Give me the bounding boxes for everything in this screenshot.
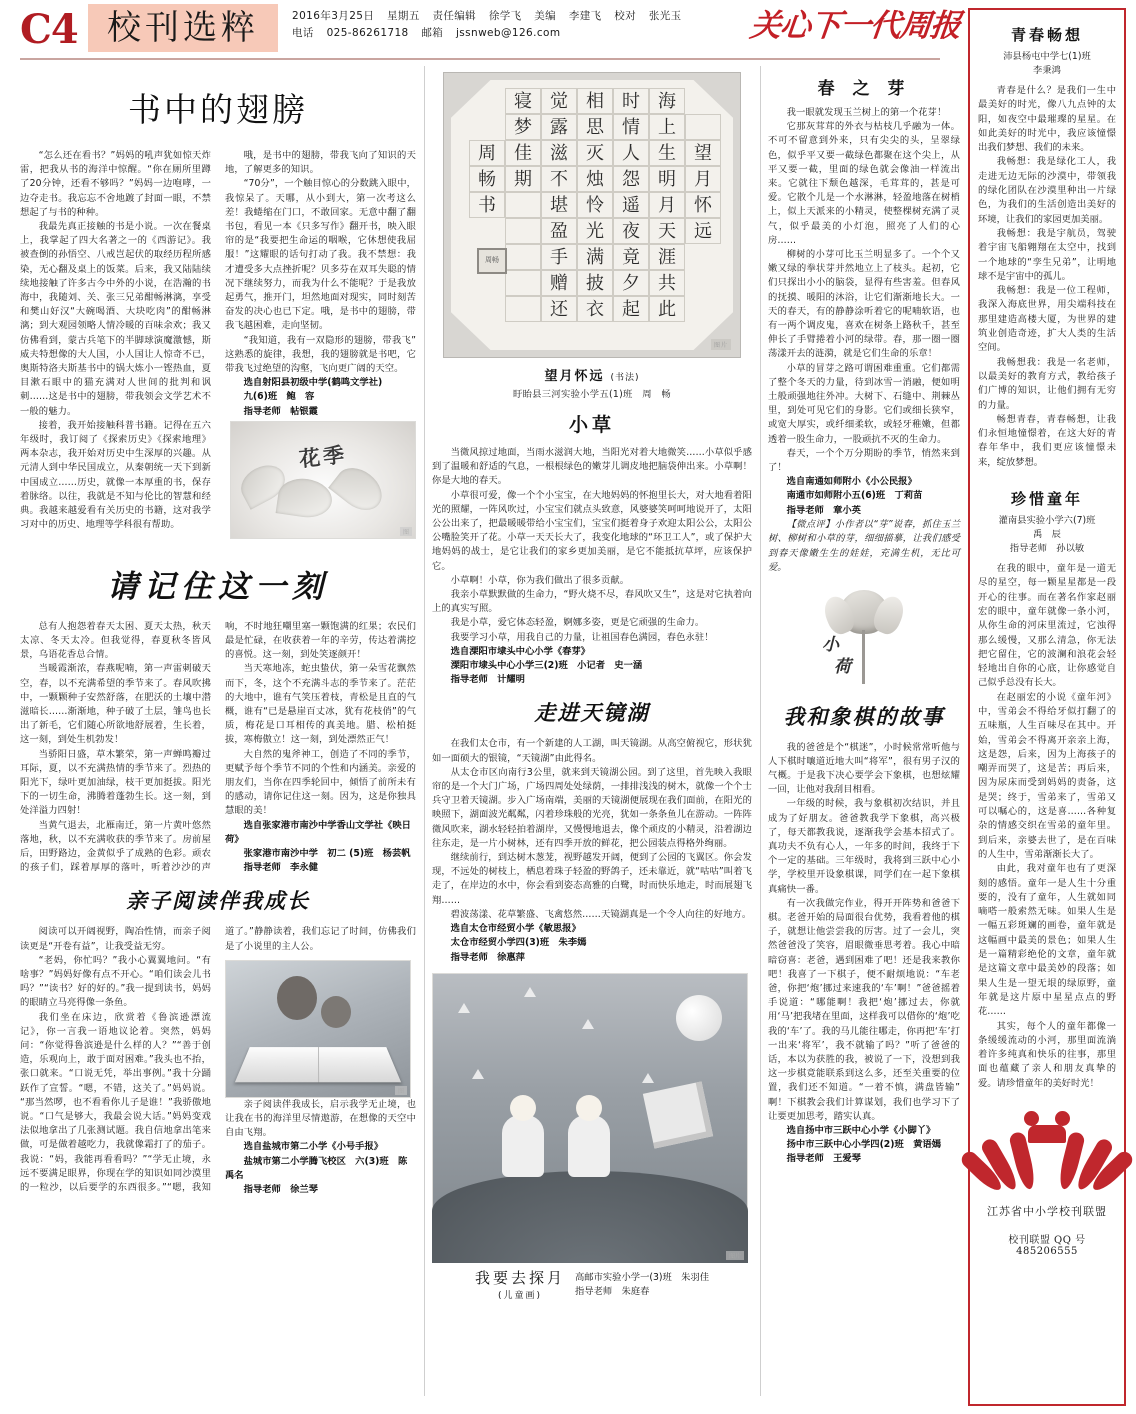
- calligraphy-cell: 怀: [685, 192, 721, 218]
- calligraphy-figure: [432, 72, 752, 400]
- paragraph: 碧波荡漾、花草繁盛、飞禽悠然……天镜湖真是一个令人向往的好地方。: [450, 908, 752, 920]
- publish-weekday: 星期五: [387, 10, 420, 22]
- calligraphy-cell: 望: [685, 140, 721, 166]
- sidebar-section2-teacher: 指导老师 孙以敏: [1009, 543, 1085, 555]
- calligraphy-cell: 月: [649, 192, 685, 218]
- paragraph: 小草很可爱，像一个个小宝宝，在大地妈妈的怀抱里长大，对大地看着阳光的照耀，一阵风吹过，小宝宝们就点头致意，风婆婆笑呵呵地说开了，太阳公公出来了，把最暖暖带给小宝宝们，宝宝们挺着身子欢迎太阳公公，太阳公公嘴脸笑开了花。小草一天天长大了，我变化地球的“环卫工人”，或了保护大地妈妈的战士，是它让我们的家乡更加美丽，是它不能抵抗草坪，应该保护它。: [432, 489, 752, 572]
- paragraph: 我要学习小草，用我自己的力量，让祖国春色满园，春色永驻！: [450, 631, 714, 643]
- calligraphy-cell: 觉: [541, 88, 577, 114]
- calligraphy-cell: 月: [685, 166, 721, 192]
- article-body-xiaocao: [432, 446, 752, 687]
- calligraphy-cell: 寝: [505, 88, 541, 114]
- calligraphy-cell: 周: [469, 140, 505, 166]
- page-folio: C4: [20, 6, 78, 53]
- paragraph: 我的爸爸是个“棋迷”，小时候常常听他与人下棋时嚷道近地大叫“将军”，很有男子汉的气概。于是我下决心要学会下象棋，也想炫耀一回，让他对我刮目相看。: [768, 741, 960, 796]
- article-class-author: 张家港市南沙中学 初二 (5)班 杨芸帆: [243, 847, 411, 859]
- proofreader-name: 张光玉: [648, 10, 682, 22]
- calligraphy-cell: 怜: [577, 192, 613, 218]
- calligraphy-cell: 赠: [541, 270, 577, 296]
- paragraph: 亲子阅读伴我成长，启示我学无止境，也让我在书的海洋里尽情遨游，在想像的天空中自由飞翔。: [225, 1098, 416, 1139]
- email-address: jssnweb@126.com: [455, 27, 561, 39]
- drawing-caption-right: [575, 1267, 709, 1300]
- article-teacher: 指导老师 李永健: [243, 862, 318, 874]
- calligraphy-cell: 海: [649, 88, 685, 114]
- qq-number: 485206555: [1016, 1246, 1078, 1257]
- calligraphy-cell: 佳: [505, 140, 541, 166]
- paragraph: 青春是什么？是我们一生中最美好的时光，像八九点钟的太阳，如夜空中最璀璨的星星。在如此美好的时光中，我应该憧憬出我们梦想、我们的未来。: [978, 85, 1116, 154]
- paragraph: 一年级的时候，我与象棋初次结识，并且成为了好朋友。爸爸教我学下象棋，高兴极了，每天都教我说，逐渐我学会基本招式了。真功夫不负有心人，一年多的时间，我终于下个一定的基础。三年级时，我将到三跃中心小学，学校里开设象棋课，同学们在一起下象棋真痛快一番。: [768, 798, 960, 895]
- drawing-caption-row: [432, 1267, 752, 1301]
- child-head-shape: [576, 1095, 602, 1121]
- calligraphy-cell: [505, 244, 541, 270]
- article-teacher: 指导老师 章小英: [786, 504, 861, 516]
- column-divider-1: [424, 66, 425, 1396]
- calligraphy-cell: 衣: [577, 296, 613, 322]
- article-title-chess: 我和象棋的故事: [783, 703, 945, 729]
- article-teacher: 指导老师 王爱琴: [786, 1153, 861, 1165]
- paragraph: “怎么还在看书？”妈妈的吼声犹如惊天炸雷，把我从书的海洋中惊醒。“你在厕所里蹲了20分钟，还看不够吗？”妈妈一边咆哮，一边夺走书。我忘忘不舍地踱了封面一眼，不禁想起了与书的种种。: [20, 150, 211, 218]
- moon-shape: [676, 995, 722, 1041]
- header-divider: [20, 58, 940, 60]
- editor-review-text: 小作者以“芽”说春，抓住玉兰树、柳树和小草的芽，细细描摹，让我们感受到春天像嫩生生的娃娃，充满生机，无比可爱。: [768, 518, 960, 574]
- calligraphy-cell: [685, 270, 721, 296]
- paragraph: 我最先真正接触的书是小说。一次在餐桌上，我掌起了四大名著之一的《西游记》。我被查倒的孙悟空、八戒岂起伏的取经历程所感染，无心翻及桌上的饭菜。后来，我又陆陆续续地接触了许多古今中外的小说，在浩瀚的书海中，我随刘、关、张三兄弟酣畅淋漓，享受和樊山好汉“大碗喝酒、大块吃肉”的酣畅淋漓；到大观园领略人情冷暖的百味余欢；我又仿佛看到，蒙古兵笔下的半脚球演魔激憾，斯威夫特想像的大人国，小人国让人惊奇不已，奥斯特洛夫斯基书中的锅大炼小一铿热血，夏目漱石眼中的猫充满对人世间的批判和讽刺……这是书中的翅膀，带我领会文学艺术不一般的魅力。: [20, 221, 211, 417]
- calligraphy-cell: [685, 114, 721, 140]
- calligraphy-cell: 手: [541, 244, 577, 270]
- paragraph: 当天寒地冻，蛇虫蛰伏，第一朵雪花飘然而下，冬，这个不充满斗志的季节来了。茫茫的大地中，谁有气笑压着枝，青松是且直的气概，谁有“已是悬崖百丈冰，犹有花枝俏”的气质，梅花是口耳相传的真美地。腊、松柏挺拔，寒梅傲立！这一刻，到处漂然正气！: [225, 663, 416, 746]
- calligraphy-cell: [469, 296, 505, 322]
- paragraph: 它那灰茸茸的外衣与枯枝几乎融为一体。不可不留意到外来，只有尖尖的头，呈翠绿色，似乎平又要一截绿色都聚在这个尖上，从平又要一截，里面的绿色就会像油一样流出来。它就往下颓色越深，毛茸茸的，甚是可爱。它散个儿是一个水淋淋，轻盈地落在树梢上，似上天派来的小精灵，使整棵树充满了灵气，似乎最美的小灯泡，照亮了人们的心房……: [768, 121, 960, 246]
- sidebar-section-title-zhenxi: 珍惜童年: [1010, 490, 1083, 509]
- reading-photo: [225, 960, 411, 1098]
- calligraphy-cell: 畅: [469, 166, 505, 192]
- article-source: 选自扬中市三跃中心小学《小脚丫》: [786, 1125, 936, 1136]
- paragraph: 我亲小草默默做的生命力，“野火烧不尽，春风吹又生”，这是对它执着向上的真实写照。: [432, 589, 752, 615]
- paragraph: 我畅想：我是宇航员，驾驶着宇宙飞船翱翔在太空中，找到一个地球的“孪生兄弟”，让明地球不是宇宙中的孤儿。: [978, 227, 1116, 282]
- drawing-teacher: 指导老师 朱庭春: [574, 1286, 650, 1298]
- section-badge-label: 校刊选粹: [107, 8, 259, 48]
- publication-info: [292, 8, 692, 42]
- article-teacher: 指导老师 徐惠萍: [450, 951, 525, 963]
- photo-watermark: 图片: [711, 339, 731, 350]
- article-source: 选自射阳县初级中学(鹤鸣文学社): [243, 377, 383, 389]
- article-body-chess: [768, 741, 960, 1167]
- alliance-qq: [978, 1231, 1116, 1257]
- calligraphy-cell: 滋: [541, 140, 577, 166]
- lotus-stem-shape: [862, 630, 865, 684]
- art-editor-name: 李建飞: [568, 10, 602, 22]
- calligraphy-cell: 堪: [541, 192, 577, 218]
- flower-illustration: [230, 421, 416, 539]
- paragraph: 当黄气退去，北雁南迁，第一片黄叶悠然落地，秋，以不充满收获的季节来了。房前屋后，田野路边，金黄似乎了成熟的色彩。顽农的孩子们，踩着厚厚的落叶，听着沙沙的声响，不时地狂嘲里塞一颗饱满的红果；农民们最是忙碌，在收获着一年的辛劳，传达着满挖的喜悦。这一刻，到处笑逐颜开！: [20, 620, 416, 874]
- calligraphy-cell: 天: [649, 218, 685, 244]
- logo-figures-shape: [1024, 1111, 1070, 1145]
- article-body-qinzhiyuedu: [20, 925, 416, 1197]
- column-3: [768, 66, 960, 1167]
- sidebar-section2-byline: [978, 514, 1116, 556]
- calligraphy-caption-title: [432, 365, 752, 384]
- calligraphy-cell: 书: [469, 192, 505, 218]
- planet-ground-shape: [432, 1171, 748, 1263]
- paragraph: 小草的冒芽之路可谓困难重重。它们都需了整个冬天的力量，待到冰雪一消融，便如明土般顽强地往外冲。大树下、石缝中、荆棘丛里，到处可见它们的身影。它们或细长狭窄，或宽大厚实，或纤细柔软，或轻牙稚嫩，但都透着一股生命力，一股顽抗不灭的生命力。: [768, 362, 960, 445]
- paragraph: 在我的眼中，童年是一道无尽的星空，每一颗星星都是一段开心的往事。而在著名作家赵丽宏的眼中，童年就像一条小河，从你生命的河床里流过，它浊得那么缓慢，又那么清急，你无法把它留住，它的波澜和浪花会轻轻地出自你的心底，让你感觉自己似乎总没有长大。: [978, 563, 1116, 689]
- star-shape: [582, 1019, 594, 1029]
- calligraphy-cell: 烛: [577, 166, 613, 192]
- child-figure-shape: [568, 1115, 610, 1177]
- calligraphy-artwork: [443, 72, 741, 358]
- figure-body: [1028, 1125, 1066, 1143]
- sidebar-section-title-qingchun: 青春畅想: [1010, 26, 1083, 44]
- article-body-tianjinghu: [432, 737, 752, 964]
- calligraphy-cell: 满: [577, 244, 613, 270]
- section-badge: [88, 4, 278, 52]
- proofreader-label: 校对: [614, 10, 637, 22]
- paragraph: 当骄阳日盛，草木繁荣，第一声蝉鸣瓣过耳际，夏，以不充满热情的季节来了。烈热的阳光下，绿叶更加油绿，枝干更加挺拔。阳光下的一切生命，沸腾着蓬勃生长。这一刻，到处洋溢力四射！: [20, 748, 211, 817]
- sidebar-section1-school: 沛县杨屯中学七(1)班: [1003, 51, 1091, 62]
- paragraph: 小草啊！小草，你为我们做出了很多贡献。: [450, 574, 630, 586]
- paragraph: 哦，是书中的翅膀，带我飞向了知识的天地，了解更多的知识。: [225, 150, 416, 176]
- paragraph: 总有人抱怨着春天太困、夏天太热，秋天太凉、冬天太冷。但我觉得，春夏秋冬皆风景，乌语花香总合情。: [20, 620, 211, 661]
- calligraphy-cell: 共: [649, 270, 685, 296]
- figure-head-right: [1055, 1111, 1070, 1126]
- column-divider-2: [760, 66, 761, 1396]
- drawing-author: 高邮市实验小学一(3)班 朱羽佳: [574, 1271, 710, 1283]
- paragraph: “70分”，一个触目惊心的分数跳入眼中，我惊呆了。天哪，从小到大，第一次考这么差！我蜷缩在门口，不敢回家。无意中翻了翻书包，看见一本《只多写作》翻开书，映入眼帘的是“我要把生命运的咽喉，它休想使我屈服！”这耀眼的话句打动了我。我不禁想：我才遭受多大点挫折呢？贝多芬在双耳失聪的情况下继续努力，而我为什么不能呢？于是我放起勇气，推开门，坦然地面对现实，同时刻苦奋发的决心也已下定。哦，是书中的翅膀，带我飞越困难，走向坚韧。: [225, 178, 416, 332]
- sidebar-section1-byline: [978, 50, 1116, 78]
- paragraph: 由此，我对童年也有了更深刻的感悟。童年一是人生十分重要的，没有了童年，人生就如同嘀嗒一般索然无味。如果人生是一幅五彩斑斓的画卷，童年就是这幅画中最美的景色；如果人生是一篇精彩绝伦的文章，童年就是这篇文章中最美妙的段落；如果人生是一望无垠的绿原野，童年就是这片原中星星点点的野花……: [978, 863, 1116, 1018]
- star-shape: [472, 1069, 484, 1079]
- rocket-shape: [643, 1081, 713, 1148]
- calligraphy-cell: 夕: [613, 270, 649, 296]
- caption-type-text: (书法): [610, 373, 640, 383]
- calligraphy-cell: [469, 218, 505, 244]
- caption-title-text: 望月怀远: [544, 369, 605, 384]
- calligraphy-cell: [505, 296, 541, 322]
- calligraphy-cell: 还: [541, 296, 577, 322]
- masthead: [0, 0, 960, 60]
- child-head-shape: [321, 996, 351, 1028]
- paragraph: 我是小草，爱它体态轻盈，婀娜多姿，更是它顽强的生命力。: [450, 617, 705, 629]
- email-label: 邮箱: [421, 27, 444, 39]
- flower-art-label: 花季: [297, 441, 349, 472]
- calligraphy-cell: [505, 192, 541, 218]
- article-body-qingjizhuzheyike: [20, 620, 416, 876]
- article-class-author: 太仓市经贸小学四(3)班 朱李嫣: [450, 937, 587, 949]
- calligraphy-cell: 相: [577, 88, 613, 114]
- figure-head-left: [1024, 1111, 1039, 1126]
- calligraphy-cell: [685, 244, 721, 270]
- calligraphy-cell: 露: [541, 114, 577, 140]
- alliance-logo-icon: [987, 1105, 1107, 1201]
- calligraphy-cell: 上: [649, 114, 685, 140]
- calligraphy-cell: 不: [541, 166, 577, 192]
- calligraphy-cell: 梦: [505, 114, 541, 140]
- calligraphy-cell: [505, 270, 541, 296]
- photo-watermark: 图片: [726, 1251, 744, 1260]
- paragraph: 我畅想：我是绿化工人，我走进无边无际的沙漠中，带领我的绿化团队在沙漠里种出一片绿色，为我们的生活创造出美好的环境，让我们的家园更加美丽。: [978, 156, 1116, 225]
- pubinfo-row-2: [292, 25, 692, 42]
- paragraph: 接着，我开始接触科普书籍。记得在五六年级时，我订阅了《探索历史》《探索地理》两本杂志，我开始对历史中生深厚的兴趣。从元清人到中华民国成立，从秦朝统一天下到新中国成立……历史，就像一本厚重的书，保存着脉络。以往，我就是不知与伦比的智慧和经典。我越来越爱看有关历史的书籍，这对我学习对中的历史、地理等学科很有帮助。: [20, 419, 211, 531]
- column-1: [20, 66, 416, 1197]
- drawing-caption-left: [475, 1267, 565, 1301]
- editor-review: [768, 518, 960, 576]
- calligraphy-cell: 思: [577, 114, 613, 140]
- paragraph: 其实，每个人的童年都像一条缓缓流动的小河，那里面流淌着许多纯真和快乐的往事，那里面也蕴藏了亲人和朋友真挚的爱。请珍惜童年的美好时光！: [978, 1020, 1116, 1089]
- paragraph: 我畅想我：我是一名老师，以最美好的教育方式，教给孩子们广博的知识，让他们拥有无穷的力量。: [978, 356, 1116, 411]
- calligraphy-grid: [469, 88, 721, 322]
- article-title-xiaocao: 小草: [568, 414, 615, 436]
- person-head-shape: [277, 976, 317, 1020]
- article-title-tianjinghu: 走进天镜湖: [534, 700, 650, 726]
- art-editor-label: 美编: [534, 10, 557, 22]
- article-body-chunzhiya: [768, 106, 960, 576]
- calligraphy-cell: 光: [577, 218, 613, 244]
- child-head-shape: [510, 1095, 536, 1121]
- paragraph: 柳树的小芽可比玉兰明显多了。一个个又嫩又绿的拳状芽并然地立上了枝头。起初，它们只探出小小的脑袋，显得有些害羞。但春风的抚摸、暖阳的沐浴，让它们渐渐地长大。一天的春天，有的静静涂听着它的呢喃软语，也有一两个调皮鬼，喜欢在树条上路秋千，甚至伸长了手臂捲着小河的绿带。春，那一圈一圈荡漾开去的涟漪，就是它们生命的乐章！: [768, 249, 960, 360]
- calligraphy-cell: 盈: [541, 218, 577, 244]
- calligraphy-caption-author: 盱眙县三河实验小学五(1)班 周 畅: [512, 389, 672, 400]
- calligraphy-cell: 时: [613, 88, 649, 114]
- calligraphy-cell: [469, 114, 505, 140]
- sidebar-section1-author: 李秉鸿: [1033, 65, 1061, 76]
- article-source: 选自盐城市第二小学《小号手报》: [243, 1141, 384, 1153]
- paragraph: 我畅想：我是一位工程师，我深入海底世界，用尖端科技在那里建造高楼大厦，为世界的建筑业创造奇迹，扩大人类的生活空间。: [978, 285, 1116, 354]
- article-title-chunzhiya: 春 之 芽: [817, 79, 911, 99]
- article-class-author: 盐城市第二小学腾飞校区 六(3)班 陈禹名: [225, 1155, 408, 1181]
- pubinfo-row-1: [292, 8, 692, 25]
- photo-watermark: 图: [400, 527, 412, 536]
- paragraph: “老妈，你忙吗？”我小心翼翼地问。“有啥事？”妈妈好像有点不开心。“咱们读会儿书吗？”“读书？好的好的。”我一提到读书，妈妈的眼睛立马亮得像一条鱼。: [20, 954, 211, 1009]
- sidebar-section2-school: 灌南县实验小学六(7)班: [998, 515, 1096, 527]
- paragraph: 当暖霞渐浓，春燕呢喃，第一声雷刺破天空，春，以不充满希望的季节来了。春风吹拂中，一颗颗种子安然舒落，在肥沃的土壤中潜滋暗长……渐渐地，种子破了土层，雏鸟也长出了新毛，它们随心所欲地舒展着，生长着，这一刻，到处生机勃发！: [20, 663, 211, 746]
- paragraph: 春天，一个个万分期盼的季节，悄然来到了！: [768, 447, 960, 474]
- calligraphy-cell: 夜: [613, 218, 649, 244]
- drawing-type: (儿童画): [497, 1290, 542, 1301]
- article-body-shuzhongdechibang: [20, 149, 416, 547]
- article-source: 选自太仓市经贸小学《敏思报》: [450, 923, 581, 935]
- lotus-bud-shape: [840, 590, 888, 634]
- calligraphy-cell: 涯: [649, 244, 685, 270]
- paragraph: 有一次我做完作业，得开开阵势和爸爸下棋。老爸开始的局面很台优势，我看着他的棋子，就想让他尝尝我的厉害。过了一会儿，突然爸爸没了笑容，眉眼微垂思考着。我心中暗暗窃喜：老爸，遇到困难了吧！还是我来教你吧！我喜了一下棋子，便不耐烦地说：“车老爸，你把‘炮’挪过来速我的‘车’啊！”爸爸摇着手说道：“哪能啊！我把‘炮’挪过去，你就用‘马’把我堵在里面，这样我可以借你的‘炮’吃我的‘车’了。我的马儿能往哪走，你再把‘车’打一出来‘将军’，我不就输了吗？”听了爸爸的话，本以为获胜的我，被说了一下，没想到我这一步棋竟能联系到这么多，还至关重要的位置，我们还不知道。“一着不慎，满盘皆输”啊！下棋教会我们计算谋划，我们也学习下了让要更加思考，踏实认真。: [768, 897, 960, 1122]
- star-shape: [642, 1073, 654, 1083]
- calligraphy-cell: 灭: [577, 140, 613, 166]
- paragraph: 从太仓市区向南行3公里，就来到天镜湖公园。到了这里，首先映入我眼帘的是一个大门广场，广场四周处处绿荫，一排排浅浅的树木，就像一个个士兵守卫着天镜湖。步入广场南端，美丽的天镜湖便展现在我们面前，在阳光的映照下，湖面波光粼粼，闪着珍珠般的光亮，犹如一条条鱼儿在游动。一阵阵微风吹来，湖水轻轻拍着湖岸，又慢慢地退去，像个顽皮的小精灵，沿着湖边往东走，是一片小树林，还有四季开放的鲜花，把公园装点得格外绚丽。: [432, 766, 752, 849]
- phone-number: 025-86261718: [326, 27, 409, 39]
- drawing-title: 我要去探月: [474, 1268, 565, 1287]
- article-teacher: 指导老师 徐兰琴: [243, 1183, 318, 1195]
- lotus-label-char-2: 荷: [834, 656, 851, 677]
- paragraph: 在赵丽宏的小说《童年河》中，雪弟会不得给牙似打翻了的五味瓶，人生百味尽在其中。开始，雪弟会不得离开亲亲上海，这是怨，后来，因为上海孩子的嘲弄而哭了，这是苦；再后来，因为尿床而受到妈妈的责备，这是哭；终于，雪弟来了，雪弟又可以嘱心的，这是喜……各种复杂的情感交织在雪弟的童年里。到后来，亲婆去世了，是在百味的人生中，雪弟渐渐长大了。: [978, 691, 1116, 860]
- xiaohe-lotus-logo: [804, 586, 924, 691]
- paragraph: 大自然的鬼斧神工，创造了不同的季节，更赋予每个季节不同的个性和内涵美。亲爱的朋友们，当你在四季轮回中，倾悟了前所未有的感动，请你记住这一刻。因为，这是你独具慧眼的美！: [225, 748, 416, 817]
- calligraphy-cell: 人: [613, 140, 649, 166]
- calligraphy-cell: 明: [649, 166, 685, 192]
- paragraph: 畅想青春，青春畅想，让我们永恒地憧憬着，在这大好的青春年华中，我们更应该憧憬未来，绽放梦想。: [978, 413, 1116, 468]
- article-title-shuzhongdechibang: 书中的翅膀: [128, 90, 308, 129]
- calligraphy-cell: [469, 88, 505, 114]
- editor-name: 徐学飞: [488, 10, 522, 22]
- photo-watermark: 图: [395, 1086, 407, 1095]
- calligraphy-cell: 起: [613, 296, 649, 322]
- article-source: 选自张家港市南沙中学香山文学社《映日荷》: [225, 819, 411, 845]
- article-source: 选自溧阳市埭头中心小学《春芽》: [450, 645, 591, 657]
- right-sidebar: [968, 8, 1126, 1406]
- article-teacher: 指导老师 帖银霞: [243, 405, 318, 417]
- calligraphy-cell: [685, 296, 721, 322]
- paragraph: 继续前行，到达树木葱茏，视野越发开阔，便到了公园的飞翼区。你会发现，不远处的树枝上，栖息着珠子轻盈的野鸽子，还未靠近，就“咕咕”叫着飞走了，在岸边的水中，你会看到姿态高雅的白鹭，时而快乐地走，时而展翅飞翔……: [432, 852, 752, 906]
- phone-label: 电话: [292, 27, 314, 39]
- alliance-name: 江苏省中小学校刊联盟: [987, 1205, 1107, 1218]
- calligraphy-cell: 情: [613, 114, 649, 140]
- paragraph: 我们坐在床边，欣赏着《鲁滨逊漂流记》，你一言我一语地议论着。突然，妈妈问：“你觉得鲁滨逊是什么样的人？”“善于创造，乐观向上，敢于面对困难。”我头也不抬，张口就来。“口说无凭，举出事例。”我十分踊跃作了宣誓。“嗯，不错，这关了。”妈妈说。“那当然啰，也不看看你儿子是谁！”我骄傲地说。“口气是够大，我最会说大话。”妈妈变戏法似地拿出了几张测试题。我自信地拿出笔来做，可是做着越吃力，我就像霜打了的茄子。我说：“妈，我能再看看吗？”“学无止境，永远不要满足眼界，你现在学的知识如同沙漠里的一粒沙，以后要学的东西很多。”“嗯，我知道了。”静静读着，我们忘记了时间，仿佛我们是了小说里的主人公。: [20, 926, 416, 1193]
- article-title-qinzhiyuedu: 亲子阅读伴我成长: [126, 888, 310, 914]
- column-2: [432, 66, 752, 1301]
- sidebar-spacer: [978, 470, 1116, 480]
- paragraph: 阅读可以开阔视野，陶冶性情，而亲子阅读更是“开卷有益”，让我受益无穷。: [20, 926, 211, 952]
- calligraphy-cell: [685, 88, 721, 114]
- article-class-author: 溧阳市埭头中心小学三(2)班 小记者 史一涵: [450, 660, 643, 672]
- article-teacher: 指导老师 计耀明: [450, 674, 525, 686]
- paragraph: “我知道，我有一双隐形的翅膀，带我飞”这熟悉的旋律，我想，我的翅膀就是书吧，它带我飞过绝望的沟壑，飞向更广阔的天空。: [225, 334, 416, 375]
- calligraphy-seal: 周畅: [477, 248, 507, 274]
- child-figure-shape: [502, 1115, 544, 1177]
- calligraphy-cell: 远: [685, 218, 721, 244]
- article-class-author: 扬中市三跃中心小学四(2)班 黄语嫣: [786, 1139, 942, 1151]
- paragraph: 当微风掠过地面，当雨水滋润大地，当阳光对着大地微笑……小草似乎感到了温暖和舒适的气息，一根根绿色的嫩芽儿调皮地把脑袋伸出来。小草啊！你是大地的春天。: [432, 447, 752, 487]
- lotus-label-char-1: 小: [822, 634, 839, 655]
- calligraphy-cell: 披: [577, 270, 613, 296]
- article-title-qingjizhuzheyike: 请记住这一刻: [107, 568, 329, 605]
- calligraphy-cell: 期: [505, 166, 541, 192]
- qq-label: 校刊联盟 QQ 号: [1008, 1235, 1086, 1246]
- calligraphy-cell: 生: [649, 140, 685, 166]
- newspaper-nameplate: 关心下一代周报: [748, 8, 962, 44]
- childrens-drawing: [432, 973, 748, 1263]
- sidebar-section2-author: 禹 辰: [1033, 529, 1061, 541]
- content-columns: [0, 66, 960, 1406]
- paragraph: 在我们太仓市，有一个新建的人工湖，叫天镜湖。从高空俯视它，形状犹如一面硕大的银镜，“天镜湖”由此得名。: [432, 738, 752, 764]
- calligraphy-cell: 怨: [613, 166, 649, 192]
- article-class-author: 九(6)班 鲍 容: [243, 391, 315, 403]
- calligraphy-cell: 竟: [613, 244, 649, 270]
- article-source: 选自南通如师附小《小公民报》: [786, 476, 917, 488]
- calligraphy-cell: 遥: [613, 192, 649, 218]
- calligraphy-cell: 此: [649, 296, 685, 322]
- article-class-author: 南通市如师附小五(6)班 丁莉苗: [786, 490, 923, 502]
- paragraph: 我一眼就发现玉兰树上的第一个花芽！: [786, 107, 947, 118]
- editor-label: 责任编辑: [432, 10, 477, 22]
- star-shape: [458, 1003, 470, 1013]
- open-book-shape: [235, 1047, 401, 1082]
- publish-date: 2016年3月25日: [292, 10, 375, 22]
- editor-review-label: 【微点评】: [786, 518, 835, 530]
- calligraphy-cell: [505, 218, 541, 244]
- star-shape: [524, 987, 536, 997]
